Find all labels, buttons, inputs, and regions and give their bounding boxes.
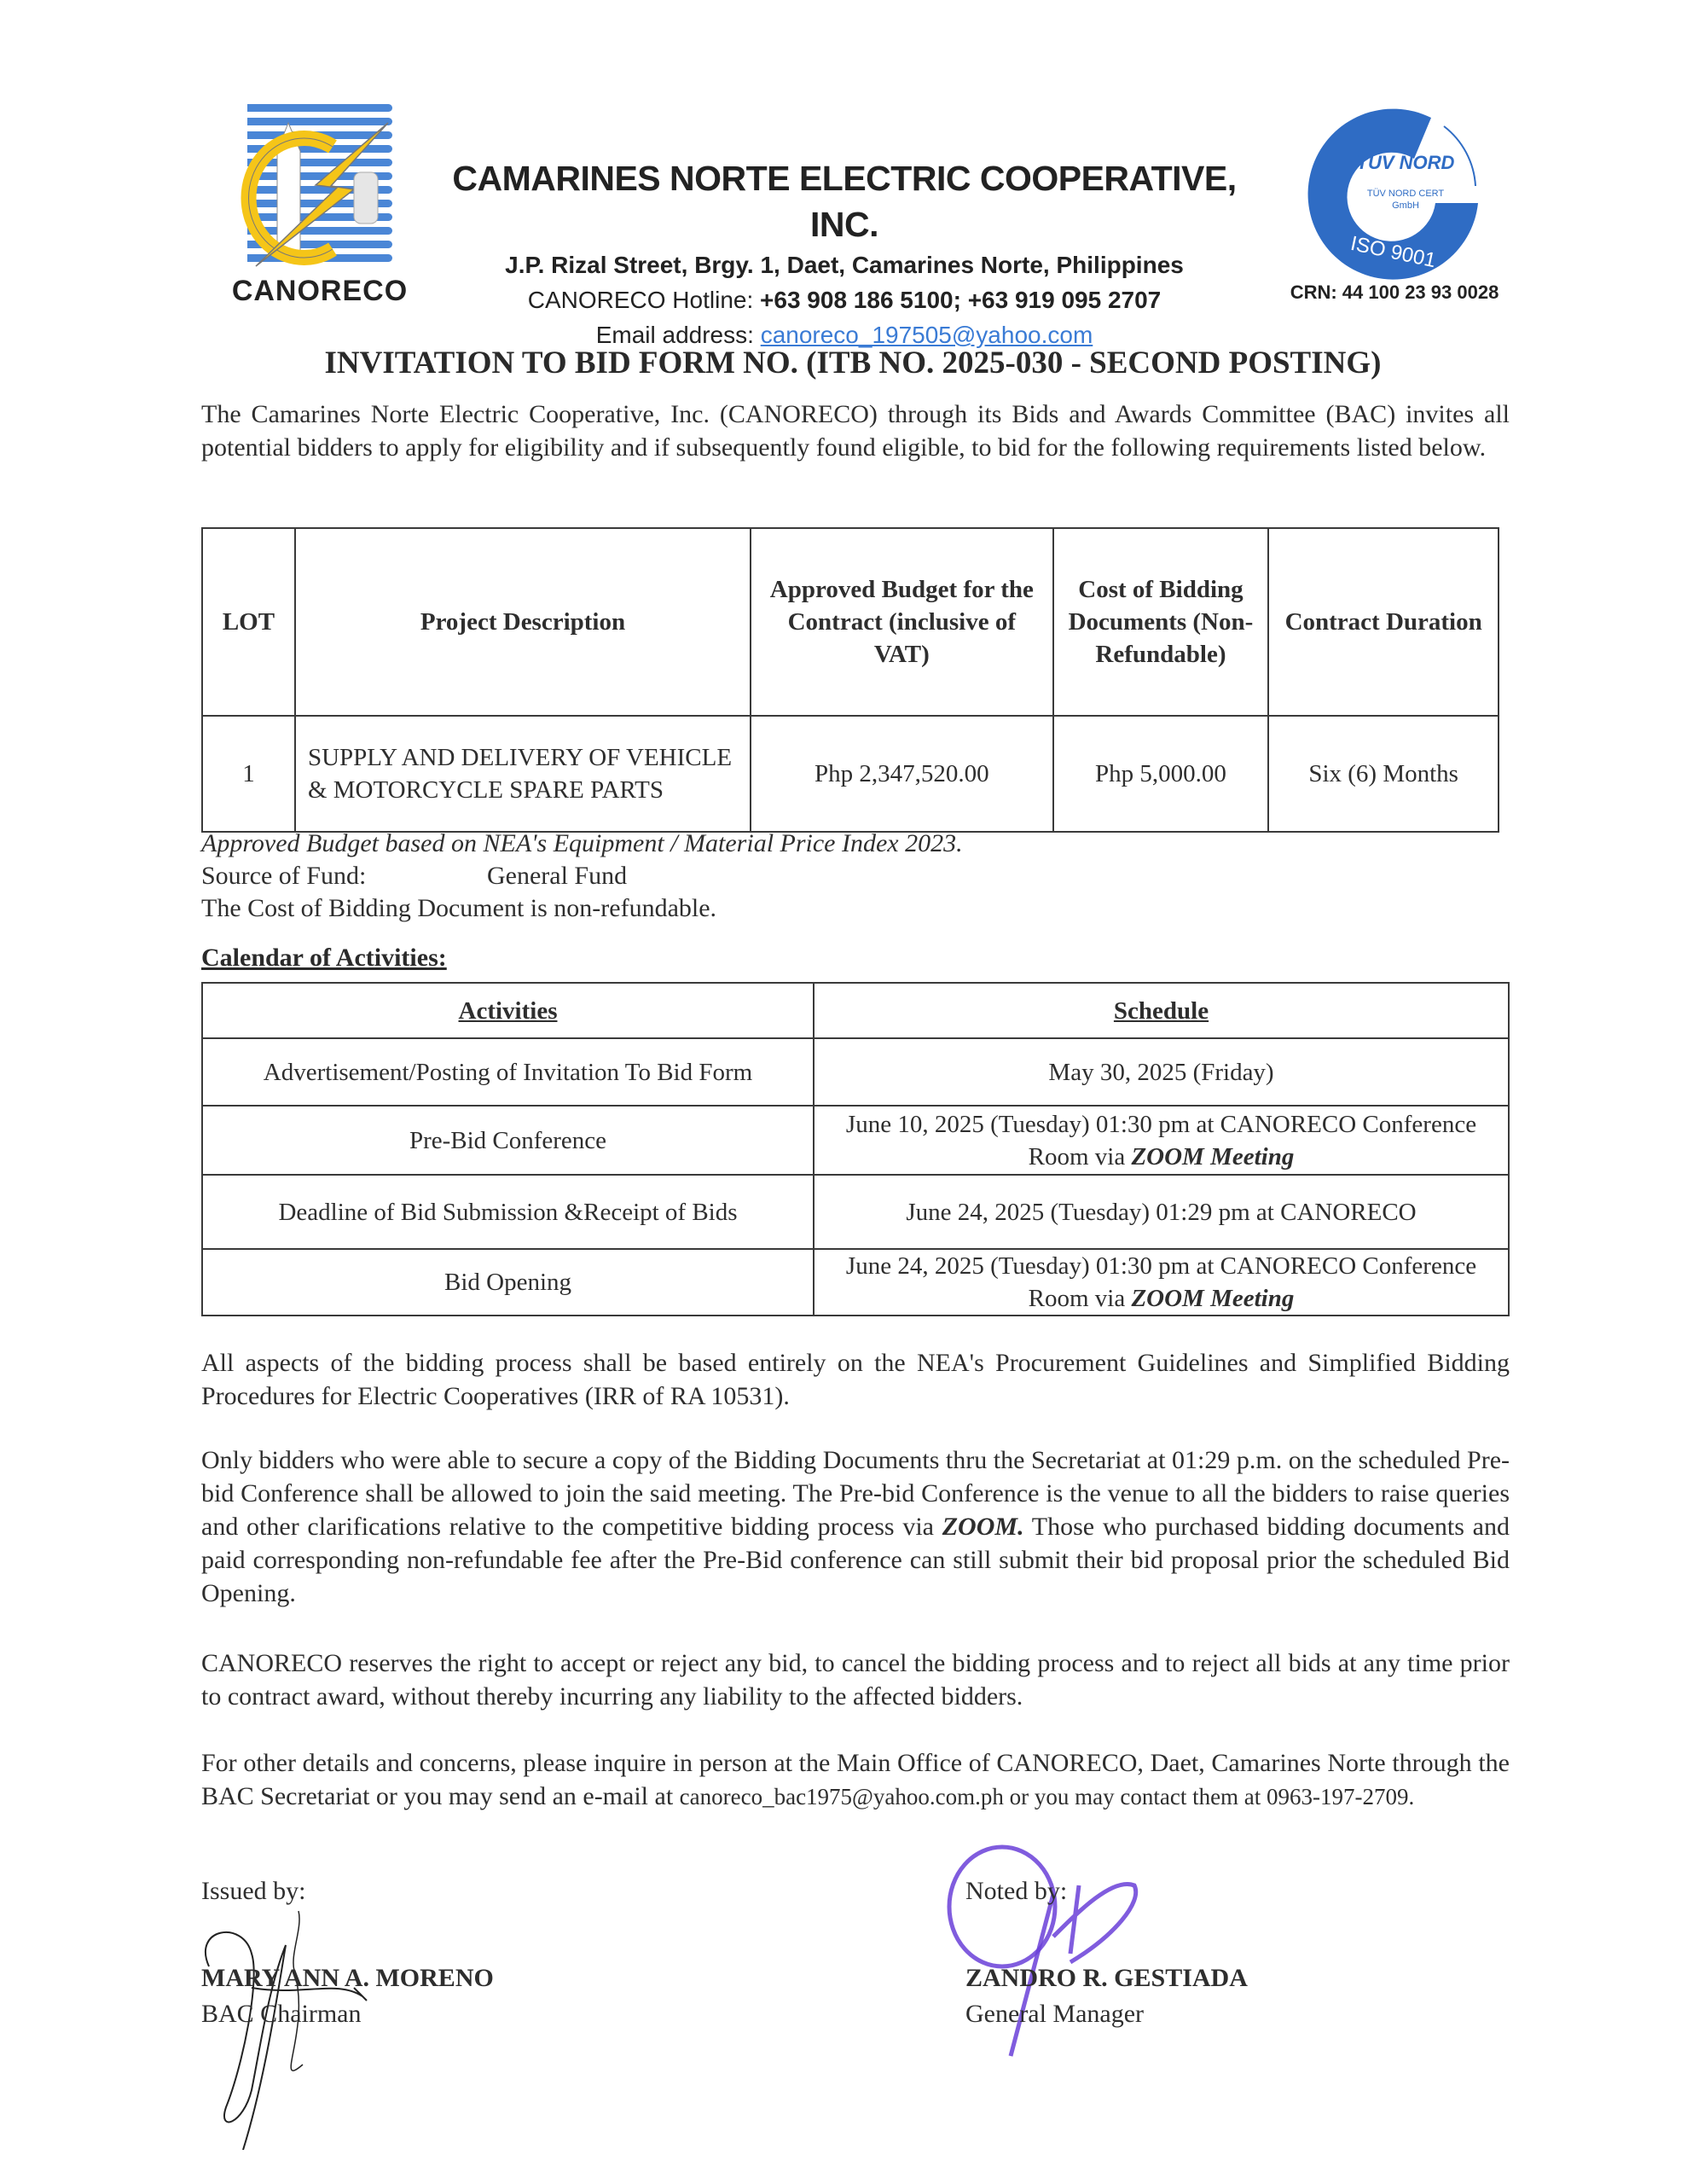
header-lot: LOT [202,528,295,716]
contact-paragraph [201,1746,1510,1814]
source-of-fund [201,860,969,892]
project-description: SUPPLY AND DELIVERY OF VEHICLE & MOTORCYCLE SPARE PARTS [295,716,751,832]
activity-cell: Deadline of Bid Submission &Receipt of Bids [202,1175,814,1249]
budget-basis-note: Approved Budget based on NEA's Equipment / Material Price Index 2023. [201,829,963,857]
intro-paragraph: The Camarines Norte Electric Cooperative, Inc. (CANORECO) through its Bids and Awards Committee (BAC) invites all potential bidders to apply for eligibility and if subsequently found eligible, to bid for the following requirements listed below. [201,400,1510,462]
schedule-cell [814,1106,1509,1175]
prebid-paragraph [201,1443,1510,1610]
contact-text: For other details and concerns, please inquire in person at the Main Office of CANORECO, Daet, Camarines Norte through the BAC Secretariat or you may send an e-mail at [201,1749,1510,1810]
schedule-text: May 30, 2025 (Friday) [1048,1058,1274,1086]
schedule-cell [814,1038,1509,1106]
canoreco-logo [230,104,409,317]
noter-title: General Manager [965,2000,1145,2028]
lightning-bolt-icon [230,104,409,275]
issuer-title: BAC Chairman [201,2000,362,2028]
company-name: CAMARINES NORTE ELECTRIC COOPERATIVE, INC. [452,159,1237,244]
header-schedule: Schedule [814,983,1509,1038]
fund-label: Source of Fund: [201,862,367,890]
prebid-text-continued: Those who purchased bidding documents and paid corresponding non-refundable fee after the Pre-Bid conference can still submit their bid proposal prior the scheduled Bid Opening. [201,1513,1510,1607]
calendar-header [202,983,1509,1038]
schedule-text: June 24, 2025 (Tuesday) 01:30 pm at CANORECO Conference Room via [845,1252,1477,1312]
contact-email-phone: canoreco_bac1975@yahoo.com.ph or you may contact them at 0963-197-2709. [679,1784,1415,1809]
svg-text:TÜV NORD: TÜV NORD [1356,152,1455,173]
svg-text:ISO 9001: ISO 9001 [1348,231,1438,273]
hotline-label: CANORECO Hotline: [527,287,761,313]
header-budget: Approved Budget for the Contract (inclusive of VAT) [751,528,1053,716]
activity-cell: Pre-Bid Conference [202,1106,814,1175]
schedule-cell [814,1175,1509,1249]
procurement-guidelines-paragraph: All aspects of the bidding process shall be based entirely on the NEA's Procurement Guidelines and Simplified Bidding Procedures for Electric Cooperatives (IRR of RA 10531). [201,1349,1510,1410]
bid-items-table [201,527,1499,833]
zoom-meeting-text: ZOOM Meeting [1131,1142,1295,1170]
company-hotline [418,282,1271,317]
table-row [202,1175,1509,1249]
schedule-text: June 24, 2025 (Tuesday) 01:29 pm at CANORECO [906,1198,1417,1226]
calendar-table [201,982,1510,1316]
email-link[interactable]: canoreco_197505@yahoo.com [760,322,1093,348]
prebid-text: Only bidders who were able to secure a copy of the Bidding Documents thru the Secretariat at 01:29 p.m. on the scheduled Pre-bid Conference shall be allowed to join the said meeting. The Pre-bid Conference is the venue to all the bidders to raise queries and other clarifications relative to the competitive bidding process via [201,1446,1510,1541]
company-letterhead [418,155,1271,352]
rights-reserved-paragraph: CANORECO reserves the right to accept or reject any bid, to cancel the bidding process and to reject all bids at any time prior to contract award, without thereby incurring any liability to the affected bidders. [201,1649,1510,1711]
zoom-text: ZOOM. [942,1513,1024,1541]
issuer-name: MARY ANN A. MORENO [201,1964,494,1992]
company-address: J.P. Rizal Street, Brgy. 1, Daet, Camarines Norte, Philippines [505,252,1184,278]
activity-cell: Advertisement/Posting of Invitation To Bid Form [202,1038,814,1106]
noter-name: ZANDRO R. GESTIADA [965,1964,1248,1992]
svg-text:TÜV NORD CERT: TÜV NORD CERT [1366,189,1445,199]
svg-text:GmbH: GmbH [1392,200,1419,211]
activity-cell: Bid Opening [202,1249,814,1316]
table-row [202,716,1499,832]
lot-number: 1 [202,716,295,832]
schedule-text: June 10, 2025 (Tuesday) 01:30 pm at CANORECO Conference Room via [845,1110,1477,1170]
contract-duration: Six (6) Months [1268,716,1499,832]
bidding-doc-cost: Php 5,000.00 [1053,716,1269,832]
table-row [202,1106,1509,1175]
signature-purple-icon [942,1843,1147,2065]
approved-budget: Php 2,347,520.00 [751,716,1053,832]
document-title: INVITATION TO BID FORM NO. (ITB NO. 2025-030 - SECOND POSTING) [324,346,1382,380]
header-description: Project Description [295,528,751,716]
logo-wordmark: CANORECO [231,275,409,307]
non-refundable-note: The Cost of Bidding Document is non-refundable. [201,894,717,922]
zoom-meeting-text: ZOOM Meeting [1131,1285,1295,1312]
email-label: Email address: [595,322,761,348]
table-row [202,1038,1509,1106]
cert-crn: CRN: 44 100 23 93 0028 [1290,282,1499,303]
iso-certification-icon [1286,101,1499,284]
issued-by-label: Issued by: [201,1877,306,1905]
noted-by-label: Noted by: [965,1877,1068,1905]
hotline-numbers: +63 908 186 5100; +63 919 095 2707 [760,287,1162,313]
header-activities: Activities [202,983,814,1038]
bid-table-header [202,528,1499,716]
fund-value: General Fund [487,862,628,890]
header-cost: Cost of Bidding Documents (Non-Refundable) [1053,528,1269,716]
table-row [202,1249,1509,1316]
schedule-cell [814,1249,1509,1316]
header-duration: Contract Duration [1268,528,1499,716]
calendar-heading: Calendar of Activities: [201,944,447,972]
